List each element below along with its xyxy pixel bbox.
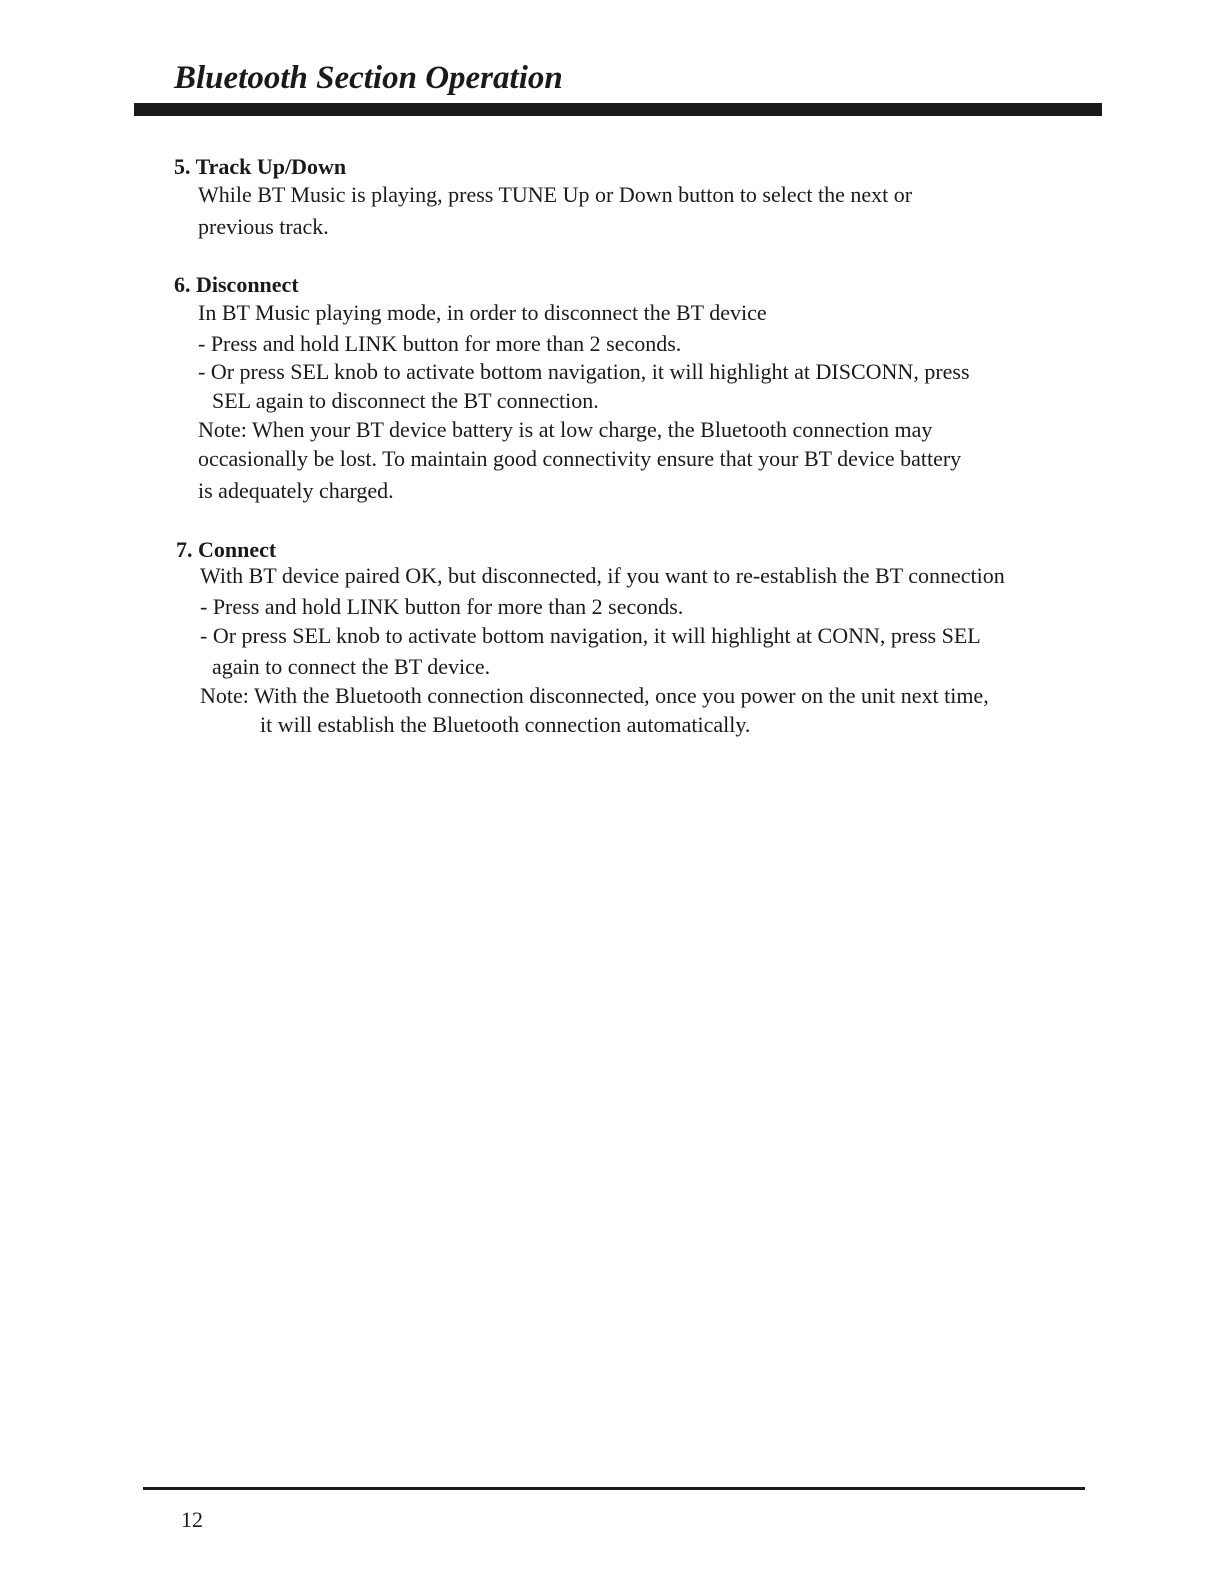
section-text-line: Note: With the Bluetooth connection disconnected, once you power on the unit next time, [200,683,989,708]
section-text-line: - Press and hold LINK button for more than 2 seconds. [198,331,682,356]
page-number: 12 [181,1507,203,1532]
section-text-line: With BT device paired OK, but disconnected, if you want to re-establish the BT connection [200,563,1005,588]
section-text-line: it will establish the Bluetooth connection automatically. [260,712,751,737]
section-text-line: - Press and hold LINK button for more than 2 seconds. [200,594,684,619]
section-text-line: Note: When your BT device battery is at low charge, the Bluetooth connection may [198,417,933,442]
footer-divider [143,1487,1085,1490]
section-heading: 7. Connect [176,537,277,562]
section-text-line: previous track. [198,214,329,239]
section-text-line: While BT Music is playing, press TUNE Up or Down button to select the next or [198,182,913,207]
section-heading: 5. Track Up/Down [174,154,347,179]
section-text-line: is adequately charged. [198,478,394,503]
section-heading: 6. Disconnect [174,272,299,297]
section-text-line: - Or press SEL knob to activate bottom navigation, it will highlight at CONN, press SEL [200,623,981,648]
title-divider [134,103,1102,116]
section-text-line: occasionally be lost. To maintain good connectivity ensure that your BT device battery [198,446,962,471]
section-text-line: In BT Music playing mode, in order to disconnect the BT device [198,300,767,325]
page-title: Bluetooth Section Operation [174,60,563,96]
section-text-line: again to connect the BT device. [212,654,491,679]
section-text-line: - Or press SEL knob to activate bottom navigation, it will highlight at DISCONN, press [198,359,970,384]
section-text-line: SEL again to disconnect the BT connection. [212,388,599,413]
